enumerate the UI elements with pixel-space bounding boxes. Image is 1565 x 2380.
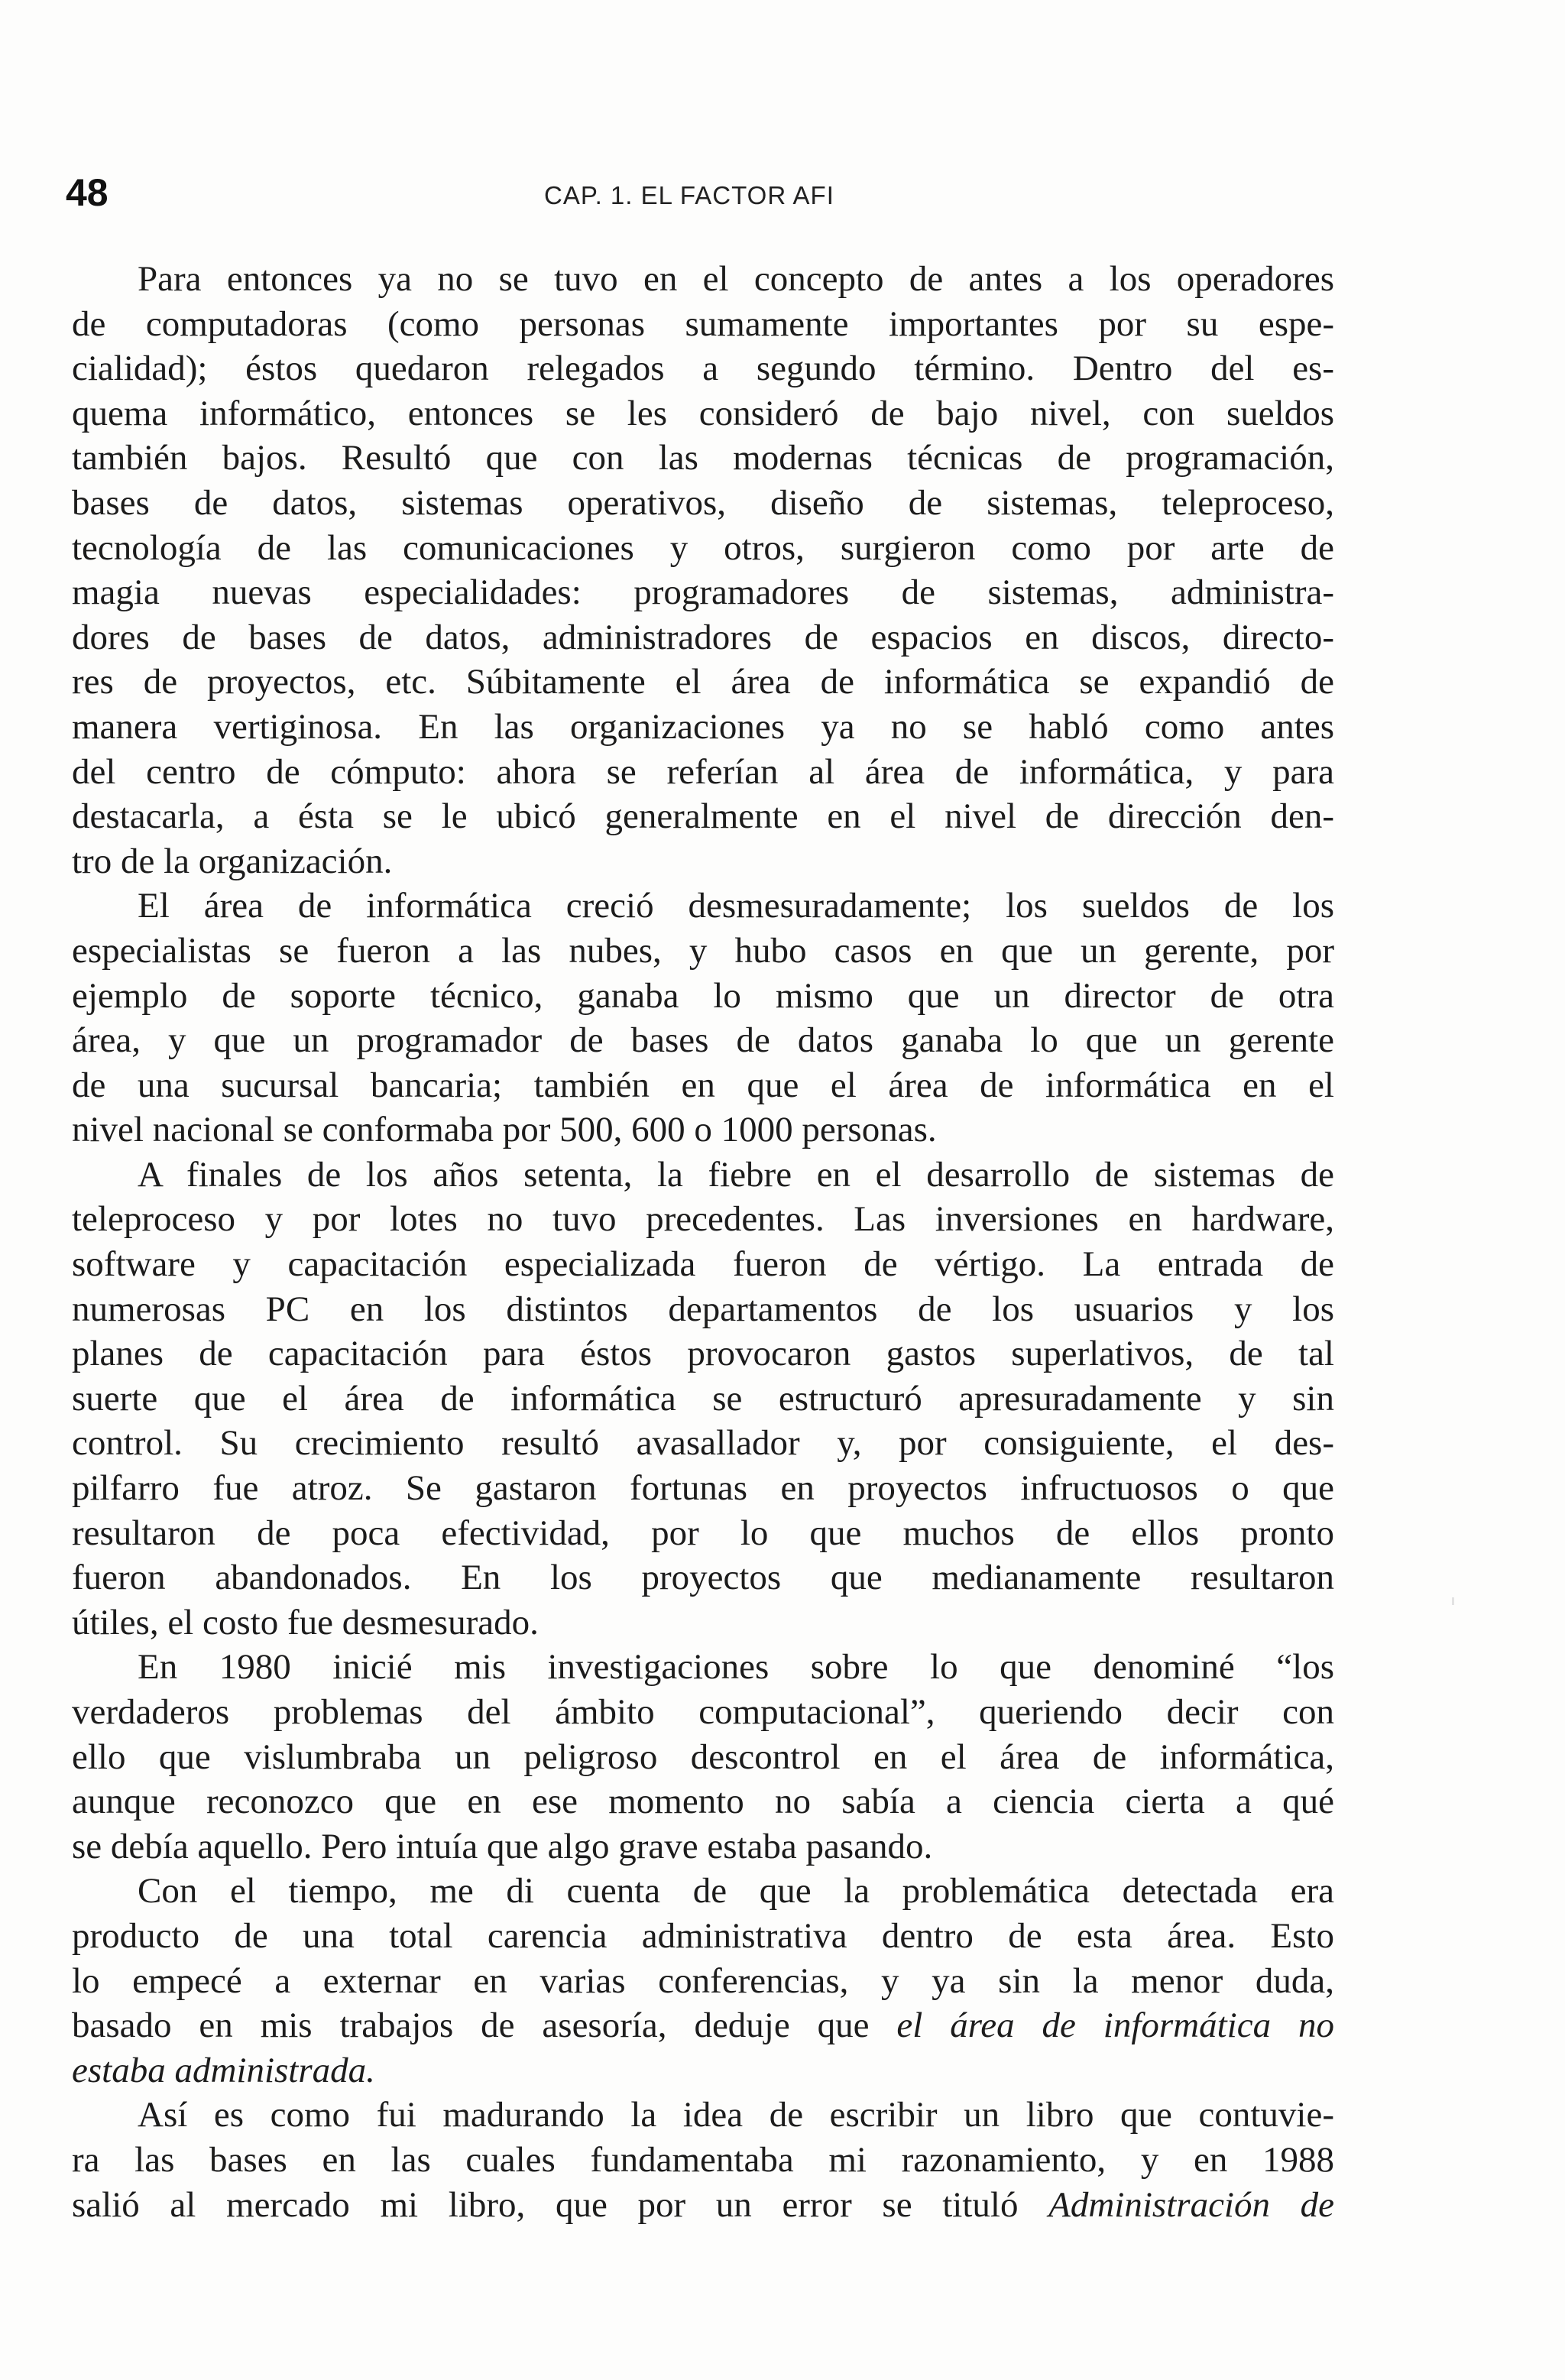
text-line <box>72 2003 1334 2048</box>
emphasis-text: estaba administrada. <box>72 2050 375 2090</box>
text-line: Con el tiempo, me di cuenta de que la problemática detectada era <box>138 1871 1334 1911</box>
text-line: ello que vislumbraba un peligroso descontrol en el área de informática, <box>72 1736 1334 1777</box>
text-line: A finales de los años setenta, la fiebre en el desarrollo de sistemas de <box>138 1154 1334 1195</box>
text-line: El área de informática creció desmesuradamente; los sueldos de los <box>138 886 1334 926</box>
text-line: ra las bases en las cuales fundamentaba mi razonamiento, y en 1988 <box>72 2139 1334 2180</box>
text-line: se debía aquello. Pero intuía que algo grave estaba pasando. <box>72 1826 933 1866</box>
text-line: software y capacitación especializada fueron de vértigo. La entrada de <box>72 1244 1334 1285</box>
text-line: producto de una total carencia administrativa dentro de esta área. Esto <box>72 1915 1334 1956</box>
text-line: manera vertiginosa. En las organizaciones ya no se habló como antes <box>72 706 1334 747</box>
text-line: del centro de cómputo: ahora se referían al área de informática, y para <box>72 751 1334 792</box>
text-line: Para entonces ya no se tuvo en el concepto de antes a los operadores <box>138 259 1334 299</box>
text-line: verdaderos problemas del ámbito computacional”, queriendo decir con <box>72 1692 1334 1732</box>
running-head: CAP. 1. EL FACTOR AFI <box>544 181 834 209</box>
text-line: también bajos. Resultó que con las modernas técnicas de programación, <box>72 438 1334 478</box>
scan-speck <box>1452 1597 1454 1605</box>
text-line <box>72 2183 1334 2228</box>
text-line: útiles, el costo fue desmesurado. <box>72 1602 539 1642</box>
text-line: magia nuevas especialidades: programadores de sistemas, administra- <box>72 572 1334 613</box>
text-line: pilfarro fue atroz. Se gastaron fortunas en proyectos infructuosos o que <box>72 1468 1334 1509</box>
text-run: salió al mercado mi libro, que por un error se tituló <box>72 2184 1019 2225</box>
text-line: control. Su crecimiento resultó avasallador y, por consiguiente, el des- <box>72 1423 1334 1464</box>
text-run: basado en mis trabajos de asesoría, deduje que <box>72 2005 870 2046</box>
text-line: nivel nacional se conformaba por 500, 600 o 1000 personas. <box>72 1110 937 1150</box>
text-line: de una sucursal bancaria; también en que el área de informática en el <box>72 1065 1334 1105</box>
text-line: bases de datos, sistemas operativos, diseño de sistemas, teleproceso, <box>72 482 1334 523</box>
emphasis-text: el área de informática no <box>896 2005 1335 2046</box>
text-line: destacarla, a ésta se le ubicó generalmente en el nivel de dirección den- <box>72 796 1334 837</box>
text-line: En 1980 inicié mis investigaciones sobre lo que denominé “los <box>138 1647 1334 1688</box>
text-line: quema informático, entonces se les consideró de bajo nivel, con sueldos <box>72 393 1334 433</box>
text-line: especialistas se fueron a las nubes, y hubo casos en que un gerente, por <box>72 930 1334 971</box>
text-line: dores de bases de datos, administradores de espacios en discos, directo- <box>72 617 1334 657</box>
text-line: aunque reconozco que en ese momento no sabía a ciencia cierta a qué <box>72 1782 1334 1822</box>
page-header <box>66 170 1343 223</box>
text-line: área, y que un programador de bases de datos ganaba lo que un gerente <box>72 1020 1334 1061</box>
text-line: fueron abandonados. En los proyectos que medianamente resultaron <box>72 1558 1334 1598</box>
body-text <box>72 257 1334 2227</box>
text-line: teleproceso y por lotes no tuvo precedentes. Las inversiones en hardware, <box>72 1199 1334 1240</box>
text-line: numerosas PC en los distintos departamentos de los usuarios y los <box>72 1289 1334 1329</box>
text-line: de computadoras (como personas sumamente importantes por su espe- <box>72 303 1334 344</box>
text-line: tro de la organización. <box>72 841 393 881</box>
text-line: res de proyectos, etc. Súbitamente el área de informática se expandió de <box>72 662 1334 702</box>
book-title-text: Administración de <box>1048 2184 1335 2225</box>
page-number: 48 <box>66 171 109 214</box>
text-line: ejemplo de soporte técnico, ganaba lo mismo que un director de otra <box>72 975 1334 1016</box>
text-line: planes de capacitación para éstos provocaron gastos superlativos, de tal <box>72 1334 1334 1374</box>
text-line: cialidad); éstos quedaron relegados a segundo término. Dentro del es- <box>72 349 1334 389</box>
text-line: lo empecé a externar en varias conferencias, y ya sin la menor duda, <box>72 1960 1334 2001</box>
text-line: Así es como fui madurando la idea de escribir un libro que contuvie- <box>138 2095 1334 2135</box>
text-line: resultaron de poca efectividad, por lo que muchos de ellos pronto <box>72 1513 1334 1553</box>
text-line: tecnología de las comunicaciones y otros, surgieron como por arte de <box>72 527 1334 568</box>
text-line: suerte que el área de informática se estructuró apresuradamente y sin <box>72 1378 1334 1419</box>
